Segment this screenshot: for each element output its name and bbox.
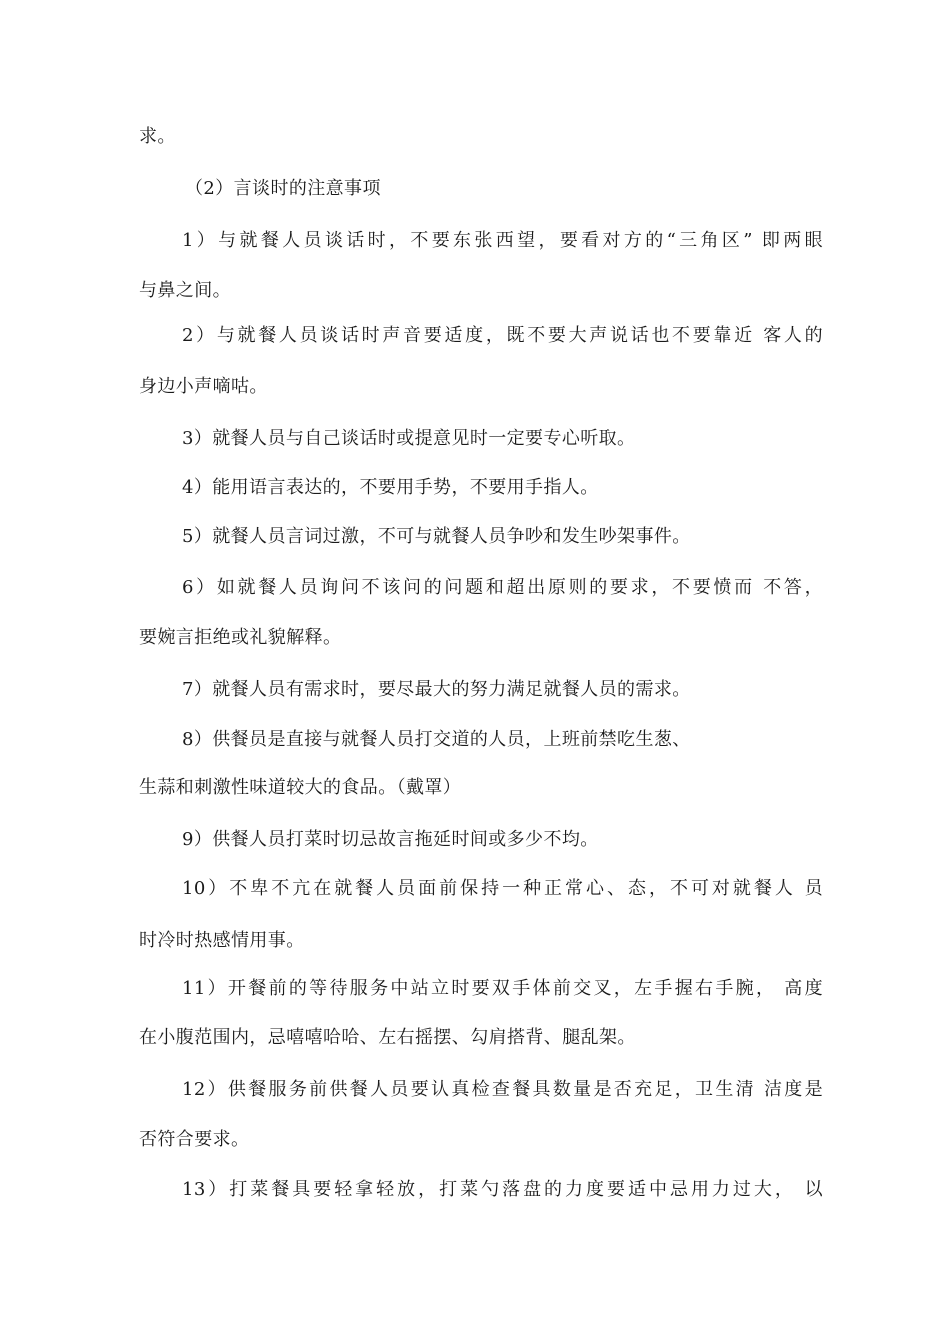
text-line: 求。	[139, 126, 176, 147]
list-item-6-line-1: 6）如就餐人员询问不该问的问题和超出原则的要求，不要愤而 不答，	[182, 577, 823, 598]
list-item-12-line-1: 12）供餐服务前供餐人员要认真检查餐具数量是否充足，卫生清 洁度是	[182, 1079, 823, 1100]
list-item-5: 5）就餐人员言词过激，不可与就餐人员争吵和发生吵架事件。	[182, 526, 691, 547]
list-item-3: 3）就餐人员与自己谈话时或提意见时一定要专心听取。	[182, 428, 636, 449]
list-item-2-line-2: 身边小声嘀咕。	[139, 376, 268, 397]
list-item-1-line-1: 1）与就餐人员谈话时，不要东张西望，要看对方的“三角区” 即两眼	[182, 230, 823, 251]
list-item-1-line-2: 与鼻之间。	[139, 280, 231, 301]
list-item-11-line-1: 11）开餐前的等待服务中站立时要双手体前交叉，左手握右手腕， 高度	[182, 978, 823, 999]
list-item-7: 7）就餐人员有需求时，要尽最大的努力满足就餐人员的需求。	[182, 679, 691, 700]
list-item-12-line-2: 否符合要求。	[139, 1129, 250, 1150]
list-item-10-line-1: 10）不卑不亢在就餐人员面前保持一种正常心、态，不可对就餐人 员	[182, 878, 823, 899]
section-heading: （2）言谈时的注意事项	[185, 178, 381, 199]
list-item-4: 4）能用语言表达的，不要用手势，不要用手指人。	[182, 477, 599, 498]
list-item-11-line-2: 在小腹范围内，忌嘻嘻哈哈、左右摇摆、勾肩搭背、腿乱架。	[139, 1027, 636, 1048]
list-item-9: 9）供餐人员打菜时切忌故言拖延时间或多少不均。	[182, 829, 599, 850]
list-item-8-line-1: 8）供餐员是直接与就餐人员打交道的人员，上班前禁吃生葱、	[182, 729, 691, 750]
list-item-2-line-1: 2）与就餐人员谈话时声音要适度，既不要大声说话也不要靠近 客人的	[182, 325, 823, 346]
list-item-6-line-2: 要婉言拒绝或礼貌解释。	[139, 627, 342, 648]
list-item-13-line-1: 13）打菜餐具要轻拿轻放，打菜勺落盘的力度要适中忌用力过大， 以	[182, 1179, 823, 1200]
list-item-8-line-2: 生蒜和刺激性味道较大的食品。（戴罩）	[139, 777, 462, 798]
list-item-10-line-2: 时冷时热感情用事。	[139, 930, 305, 951]
